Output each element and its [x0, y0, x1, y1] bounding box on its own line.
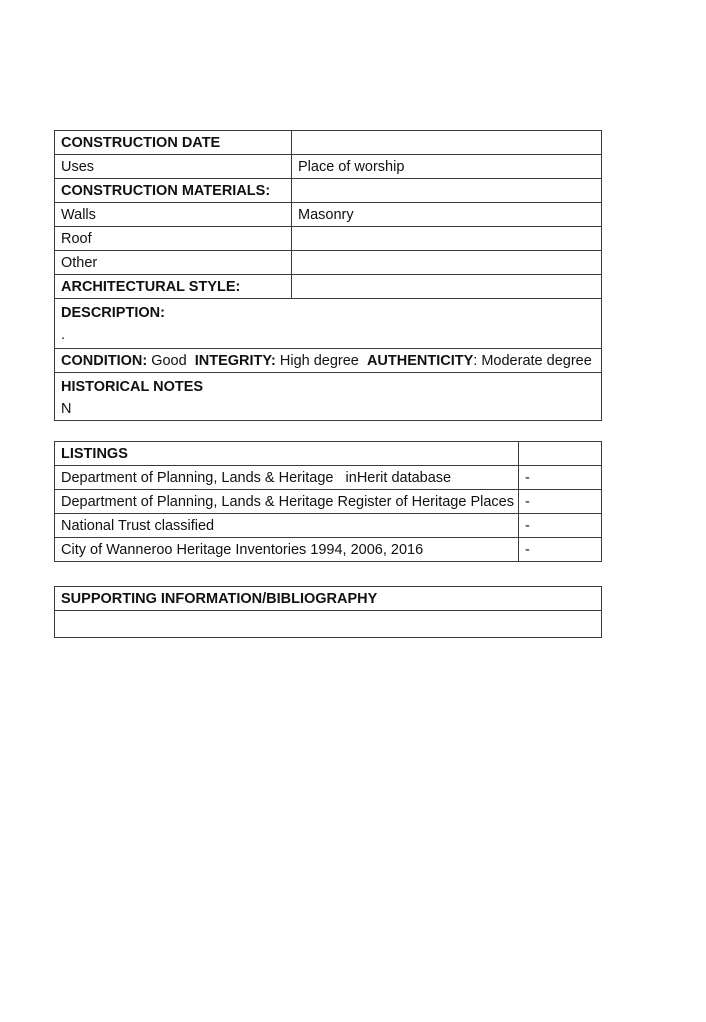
roof-row: [55, 227, 602, 251]
other-row: [55, 251, 602, 275]
listing-value: -: [519, 490, 602, 514]
listings-header: LISTINGS: [55, 442, 519, 466]
description-label: DESCRIPTION:: [61, 305, 165, 321]
historical-notes-value: N: [61, 401, 72, 417]
historical-notes-label: HISTORICAL NOTES: [61, 379, 204, 395]
supporting-content: [55, 611, 602, 638]
condition-label: CONDITION:: [61, 352, 148, 369]
roof-label: Roof: [55, 227, 292, 251]
uses-value: Place of worship: [292, 155, 602, 179]
listings-header-value: [519, 442, 602, 466]
listing-value: -: [519, 538, 602, 562]
architectural-style-row: [55, 275, 602, 299]
integrity-value: High degree: [275, 352, 359, 369]
description-row: [55, 299, 602, 349]
heritage-details-table: [54, 130, 602, 421]
historical-notes-cell: [55, 373, 602, 421]
condition-value: Good: [147, 352, 187, 369]
condition-row: [55, 349, 602, 373]
listing-label: City of Wanneroo Heritage Inventories 1994, 2006, 2016: [55, 538, 519, 562]
listing-row: [55, 466, 602, 490]
roof-value: [292, 227, 602, 251]
historical-notes-row: [55, 373, 602, 421]
supporting-header-row: [55, 587, 602, 611]
construction-date-value: [292, 131, 602, 155]
construction-date-label: CONSTRUCTION DATE: [55, 131, 292, 155]
authenticity-label: AUTHENTICITY: [366, 352, 474, 369]
supporting-content-row: [55, 611, 602, 638]
listings-header-row: [55, 442, 602, 466]
walls-row: [55, 203, 602, 227]
uses-label: Uses: [55, 155, 292, 179]
integrity-label: INTEGRITY:: [194, 352, 276, 369]
construction-materials-value: [292, 179, 602, 203]
architectural-style-label: ARCHITECTURAL STYLE:: [55, 275, 292, 299]
construction-materials-row: [55, 179, 602, 203]
construction-materials-label: CONSTRUCTION MATERIALS:: [55, 179, 292, 203]
supporting-header: SUPPORTING INFORMATION/BIBLIOGRAPHY: [55, 587, 602, 611]
other-value: [292, 251, 602, 275]
listing-value: -: [519, 466, 602, 490]
other-label: Other: [55, 251, 292, 275]
authenticity-value: : Moderate degree: [473, 352, 592, 369]
listing-row: [55, 490, 602, 514]
description-value: .: [61, 327, 66, 343]
description-cell: [55, 299, 602, 349]
listing-row: [55, 514, 602, 538]
listing-value: -: [519, 514, 602, 538]
walls-label: Walls: [55, 203, 292, 227]
walls-value: Masonry: [292, 203, 602, 227]
architectural-style-value: [292, 275, 602, 299]
supporting-information-table: [54, 586, 602, 638]
uses-row: [55, 155, 602, 179]
listing-label: Department of Planning, Lands & Heritage inHerit database: [55, 466, 519, 490]
construction-date-row: [55, 131, 602, 155]
listing-label: National Trust classified: [55, 514, 519, 538]
listing-label: Department of Planning, Lands & Heritage Register of Heritage Places: [55, 490, 519, 514]
condition-cell: [55, 349, 602, 373]
listings-table: [54, 441, 602, 562]
listing-row: [55, 538, 602, 562]
